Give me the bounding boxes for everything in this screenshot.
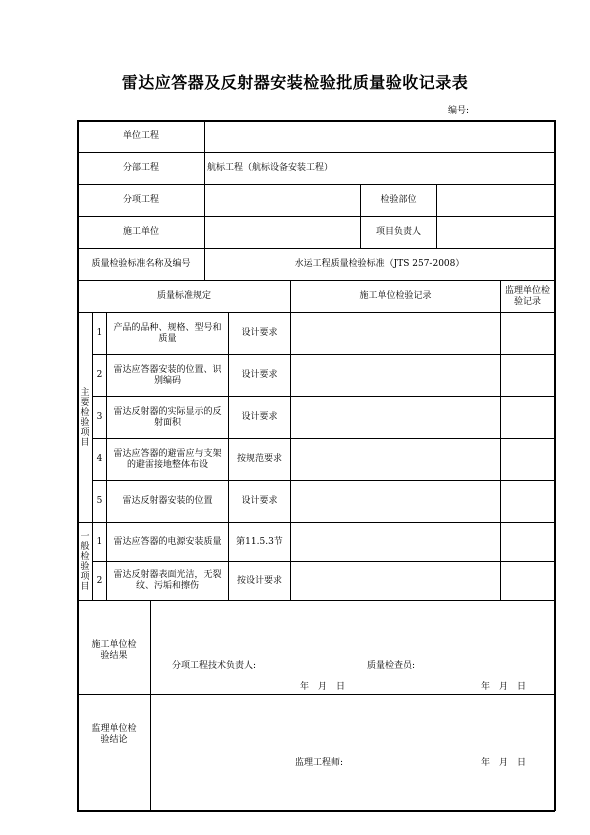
supervision-record-header: 监理单位检验记录 <box>505 285 551 307</box>
item-name: 雷达应答器的避雷应与支架的避雷接地整体布设 <box>113 448 222 470</box>
main-items-label: 主要检验项目 <box>80 387 90 448</box>
supervision-record-cell[interactable] <box>501 355 554 396</box>
supervision-record-cell[interactable] <box>501 397 554 438</box>
item-name: 雷达应答器安装的位置、识别编码 <box>113 364 222 386</box>
project-leader-field[interactable] <box>437 217 554 248</box>
item-number: 2 <box>96 575 103 586</box>
item-requirement: 按规范要求 <box>236 454 282 464</box>
sub-project-label: 分部工程 <box>122 163 159 173</box>
project-leader-label: 项目负责人 <box>375 227 421 237</box>
construction-record-header: 施工单位检验记录 <box>359 291 432 301</box>
construction-record-cell[interactable] <box>291 562 500 600</box>
item-number: 1 <box>96 536 103 547</box>
item-requirement: 按设计要求 <box>236 575 282 586</box>
item-number: 2 <box>96 370 103 380</box>
quality-standard-header: 质量标准规定 <box>156 291 211 301</box>
construction-record-cell[interactable] <box>291 439 500 480</box>
item-requirement: 设计要求 <box>241 496 278 506</box>
general-items-group <box>78 523 92 600</box>
supervision-record-cell[interactable] <box>501 481 554 522</box>
item-name: 产品的品种、规格、型号和质量 <box>113 322 222 344</box>
inspector-date: 年 月 日 <box>481 682 527 692</box>
supervision-record-cell[interactable] <box>501 562 554 600</box>
inspection-part-field[interactable] <box>437 185 554 216</box>
construction-result-field[interactable] <box>151 601 554 694</box>
standard-label: 质量检验标准名称及编号 <box>91 259 191 269</box>
item-requirement: 设计要求 <box>241 370 278 380</box>
item-requirement: 设计要求 <box>241 328 278 338</box>
construction-record-cell[interactable] <box>291 313 500 354</box>
supervision-result-label: 监理单位检验结论 <box>91 724 137 745</box>
supervising-engineer-label: 监理工程师: <box>295 758 344 768</box>
item-number: 1 <box>96 328 103 338</box>
unit-project-field[interactable] <box>205 121 554 152</box>
tech-leader-label: 分项工程技术负责人: <box>172 661 257 671</box>
item-name: 雷达反射器的实际显示的反射面积 <box>113 406 222 428</box>
quality-inspector-label: 质量检查员: <box>367 661 416 671</box>
page-title: 雷达应答器及反射器安装检验批质量验收记录表 <box>121 73 469 92</box>
construction-record-cell[interactable] <box>291 481 500 522</box>
supervision-date: 年 月 日 <box>481 758 527 768</box>
item-number: 4 <box>96 454 103 464</box>
construction-result-label: 施工单位检验结果 <box>91 640 137 661</box>
general-items-label: 一般检验项目 <box>80 531 90 592</box>
unit-project-label: 单位工程 <box>122 131 159 141</box>
supervision-record-cell[interactable] <box>501 439 554 480</box>
item-requirement: 设计要求 <box>241 412 278 422</box>
item-name: 雷达反射器表面光洁，无裂纹、污垢和擦伤 <box>113 570 222 591</box>
inspection-part-label: 检验部位 <box>380 195 417 205</box>
item-project-label: 分项工程 <box>122 195 159 205</box>
supervision-result-field[interactable] <box>151 695 554 810</box>
item-number: 3 <box>96 412 103 422</box>
supervision-record-cell[interactable] <box>501 313 554 354</box>
item-name: 雷达反射器安装的位置 <box>122 496 213 506</box>
construction-record-cell[interactable] <box>291 523 500 561</box>
construction-record-cell[interactable] <box>291 397 500 438</box>
item-project-field[interactable] <box>205 185 360 216</box>
item-name: 雷达应答器的电源安装质量 <box>113 536 222 547</box>
item-requirement: 第11.5.3节 <box>236 536 283 547</box>
sub-project-value[interactable]: 航标工程（航标设备安装工程） <box>207 163 334 173</box>
construction-date: 年 月 日 <box>300 682 346 692</box>
construction-unit-field[interactable] <box>205 217 360 248</box>
main-items-group <box>78 313 92 522</box>
standard-value: 水运工程质量检验标准（JTS 257-2008） <box>294 259 465 269</box>
construction-record-cell[interactable] <box>291 355 500 396</box>
construction-unit-label: 施工单位 <box>122 227 159 237</box>
supervision-record-cell[interactable] <box>501 523 554 561</box>
serial-number-label: 编号: <box>448 106 470 116</box>
item-number: 5 <box>96 496 103 506</box>
